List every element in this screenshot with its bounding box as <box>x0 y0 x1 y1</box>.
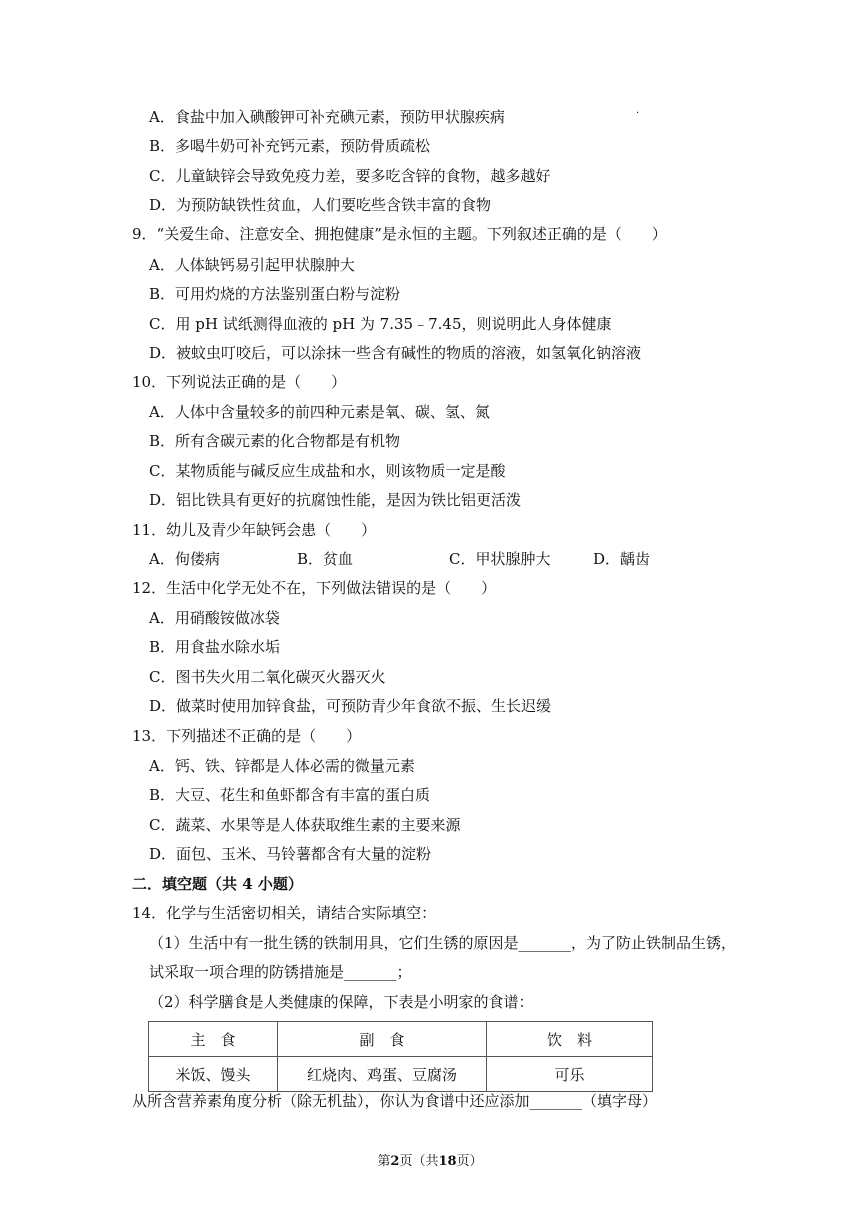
q9-option-a: A．人体缺钙易引起甲状腺肿大 <box>149 256 355 274</box>
q13-option-a: A．钙、铁、锌都是人体必需的微量元素 <box>149 757 415 775</box>
q9-option-c: C．用 pH 试纸测得血液的 pH 为 7.35﹣7.45，则说明此人身体健康 <box>149 315 612 333</box>
q14-stem: 14．化学与生活密切相关，请结合实际填空： <box>132 904 437 922</box>
q9-stem: 9．“关爱生命、注意安全、拥抱健康”是永恒的主题。下列叙述正确的是（ ） <box>132 225 667 243</box>
stray-dot: · <box>636 108 640 119</box>
table-header-cell: 副 食 <box>278 1022 487 1057</box>
table-row <box>149 1057 653 1092</box>
q11-option-c: C．甲状腺肿大 <box>449 550 551 568</box>
footer-suffix: 页） <box>456 1154 483 1169</box>
footer-total-pages: 18 <box>438 1154 457 1169</box>
q8-option-c: C．儿童缺锌会导致免疫力差，要多吃含锌的食物，越多越好 <box>149 167 551 185</box>
q12-option-c: C．图书失火用二氧化碳灭火器灭火 <box>149 668 386 686</box>
diet-table <box>148 1021 653 1092</box>
q10-option-b: B．所有含碳元素的化合物都是有机物 <box>149 432 401 450</box>
q13-option-d: D．面包、玉米、马铃薯都含有大量的淀粉 <box>149 845 432 863</box>
q13-stem: 13．下列描述不正确的是（ ） <box>132 727 362 745</box>
table-cell: 可乐 <box>487 1057 653 1092</box>
q14-part2: （2）科学膳食是人类健康的保障，下表是小明家的食谱： <box>149 993 534 1011</box>
table-header-row <box>149 1022 653 1057</box>
q13-option-c: C．蔬菜、水果等是人体获取维生素的主要来源 <box>149 816 461 834</box>
q9-option-b: B．可用灼烧的方法鉴别蛋白粉与淀粉 <box>149 285 401 303</box>
q14-part1-line2: 试采取一项合理的防锈措施是_______； <box>149 963 412 981</box>
q11-stem: 11．幼儿及青少年缺钙会患（ ） <box>132 521 377 539</box>
q13-option-b: B．大豆、花生和鱼虾都含有丰富的蛋白质 <box>149 786 431 804</box>
section-heading: 二．填空题（共 4 小题） <box>132 875 303 893</box>
footer-prefix: 第 <box>377 1154 391 1169</box>
page-footer <box>0 1150 860 1169</box>
q12-option-b: B．用食盐水除水垢 <box>149 638 281 656</box>
q8-option-a: A．食盐中加入碘酸钾可补充碘元素，预防甲状腺疾病 <box>149 108 505 126</box>
q12-stem: 12．生活中化学无处不在，下列做法错误的是（ ） <box>132 579 497 597</box>
q14-after-table: 从所含营养素角度分析（除无机盐），你认为食谱中还应添加_______（填字母） <box>132 1092 658 1110</box>
table-cell: 米饭、馒头 <box>149 1057 278 1092</box>
table-header-cell: 饮 料 <box>487 1022 653 1057</box>
q8-option-d: D．为预防缺铁性贫血，人们要吃些含铁丰富的食物 <box>149 196 492 214</box>
q11-options <box>0 549 860 569</box>
q10-stem: 10．下列说法正确的是（ ） <box>132 373 347 391</box>
q11-option-b: B．贫血 <box>297 550 354 568</box>
table-cell: 红烧肉、鸡蛋、豆腐汤 <box>278 1057 487 1092</box>
q10-option-c: C．某物质能与碱反应生成盐和水，则该物质一定是酸 <box>149 462 506 480</box>
q8-option-b: B．多喝牛奶可补充钙元素，预防骨质疏松 <box>149 137 431 155</box>
q14-part1-line1: （1）生活中有一批生锈的铁制用具，它们生锈的原因是_______，为了防止铁制品生锈， <box>149 934 737 952</box>
footer-mid: 页（共 <box>399 1154 439 1169</box>
q11-option-d: D．龋齿 <box>593 550 651 568</box>
q10-option-a: A．人体中含量较多的前四种元素是氧、碳、氢、氮 <box>149 403 490 421</box>
q12-option-d: D．做菜时使用加锌食盐，可预防青少年食欲不振、生长迟缓 <box>149 697 552 715</box>
q10-option-d: D．铝比铁具有更好的抗腐蚀性能，是因为铁比铝更活泼 <box>149 491 522 509</box>
table-header-cell: 主 食 <box>149 1022 278 1057</box>
q11-option-a: A．佝偻病 <box>149 550 220 568</box>
q12-option-a: A．用硝酸铵做冰袋 <box>149 609 280 627</box>
footer-page-number: 2 <box>390 1154 400 1169</box>
q9-option-d: D．被蚊虫叮咬后，可以涂抹一些含有碱性的物质的溶液，如氢氧化钠溶液 <box>149 344 642 362</box>
